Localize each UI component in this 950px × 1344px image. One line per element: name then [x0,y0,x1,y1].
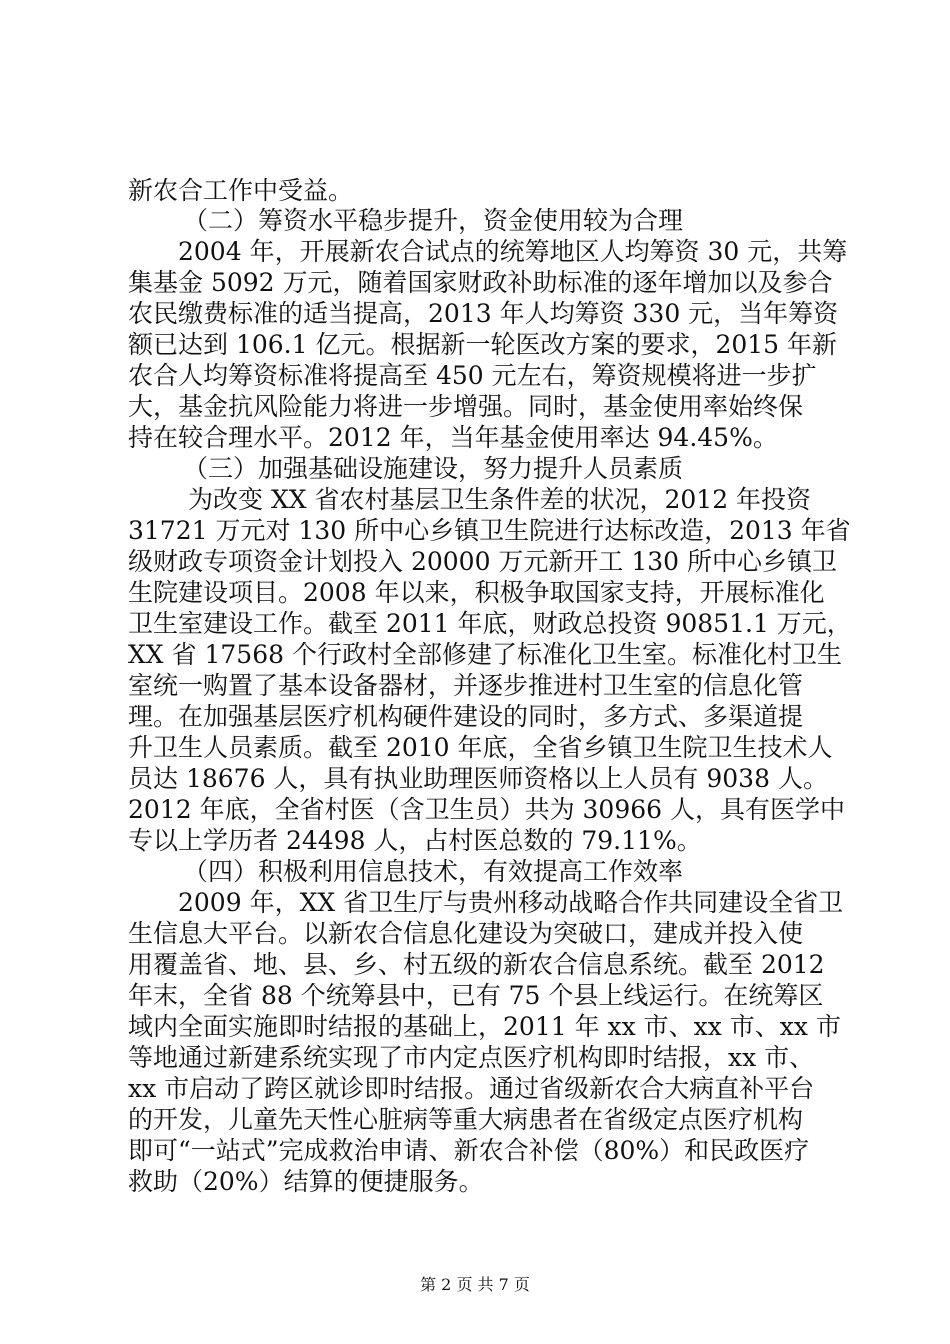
text-line: 专以上学历者 24498 人，占村医总数的 79.11%。 [128,826,702,855]
text-line: 级财政专项资金计划投入 20000 万元新开工 130 所中心乡镇卫 [128,547,838,576]
text-line: 持在较合理水平。2012 年，当年基金使用率达 94.45%。 [128,423,778,452]
text-line: 农合人均筹资标准将提高至 450 元左右，筹资规模将进一步扩 [128,361,817,390]
text-line: 生信息大平台。以新农合信息化建设为突破口，建成并投入使 [128,919,804,948]
text-line: 救助（20%）结算的便捷服务。 [128,1167,484,1196]
text-line: 额已达到 106.1 亿元。根据新一轮医改方案的要求，2015 年新 [128,330,838,359]
text-line: 域内全面实施即时结报的基础上，2011 年 xx 市、xx 市、xx 市 [128,1012,841,1041]
section-heading: （三）加强基础设施建设，努力提升人员素质 [183,454,684,483]
text-line: 集基金 5092 万元，随着国家财政补助标准的逐年增加以及参合 [128,268,833,297]
page-footer: 第 2 页 共 7 页 [420,1275,530,1294]
text-line: 即可“一站式”完成救治申请、新农合补偿（80%）和民政医疗 [128,1136,810,1165]
text-line: 等地通过新建系统实现了市内定点医疗机构即时结报，xx 市、 [128,1043,815,1072]
text-line: 农民缴费标准的适当提高，2013 年人均筹资 330 元，当年筹资 [128,299,839,328]
text-line: 2009 年，XX 省卫生厅与贵州移动战略合作共同建设全省卫 [178,888,844,917]
text-line: 2012 年底，全省村医（含卫生员）共为 30966 人，具有医学中 [128,795,845,824]
text-line: 室统一购置了基本设备器材，并逐步推进村卫生室的信息化管 [128,671,804,700]
text-line: 大，基金抗风险能力将进一步增强。同时，基金使用率始终保 [128,392,804,421]
text-line: 年末，全省 88 个统筹县中，已有 75 个县上线运行。在统筹区 [128,981,824,1010]
text-line: 卫生室建设工作。截至 2011 年底，财政总投资 90851.1 万元， [128,609,852,638]
text-line: xx 市启动了跨区就诊即时结报。通过省级新农合大病直补平台 [128,1074,815,1103]
text-line: XX 省 17568 个行政村全部修建了标准化卫生室。标准化村卫生 [128,640,842,669]
text-line: 员达 18676 人，具有执业助理医师资格以上人员有 9038 人。 [128,764,828,793]
text-line: 31721 万元对 130 所中心乡镇卫生院进行达标改造，2013 年省 [128,516,851,545]
text-line: 用覆盖省、地、县、乡、村五级的新农合信息系统。截至 2012 [128,950,825,979]
section-heading: （四）积极利用信息技术，有效提高工作效率 [183,857,684,886]
text-line: 的开发，儿童先天性心脏病等重大病患者在省级定点医疗机构 [128,1105,804,1134]
text-line: 2004 年，开展新农合试点的统筹地区人均筹资 30 元，共筹 [178,237,848,266]
text-line: 新农合工作中受益。 [128,176,354,205]
section-heading: （二）筹资水平稳步提升，资金使用较为合理 [183,206,684,235]
text-line: 生院建设项目。2008 年以来，积极争取国家支持，开展标准化 [128,578,825,607]
text-line: 为改变 XX 省农村基层卫生条件差的状况，2012 年投资 [188,485,812,514]
text-line: 升卫生人员素质。截至 2010 年底，全省乡镇卫生院卫生技术人 [128,733,833,762]
text-line: 理。在加强基层医疗机构硬件建设的同时，多方式、多渠道提 [128,702,804,731]
